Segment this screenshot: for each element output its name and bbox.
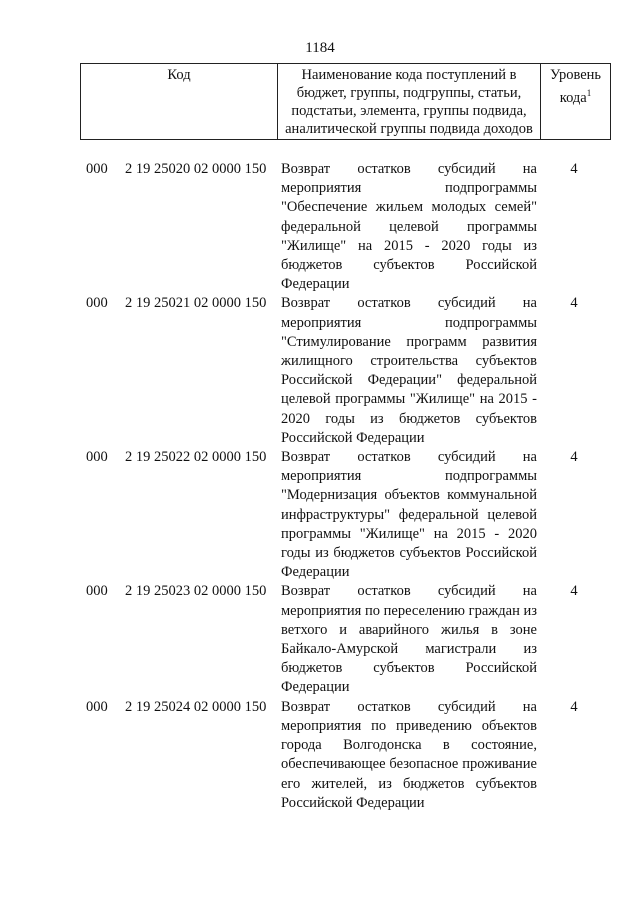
row-admin-code: 000 (86, 161, 108, 177)
row-name: Возврат остатков субсидий на мероприятия по приведению объектов города Волгодонска в состояние, обеспечивающее безопасное проживание его жителей, из бюджетов субъектов Российской Федерации (281, 698, 537, 811)
row-level: 4 (570, 161, 578, 177)
row-income-code: 2 19 25022 02 0000 150 (125, 449, 267, 466)
row-income-code: 2 19 25020 02 0000 150 (125, 161, 267, 177)
row-admin-code: 000 (86, 698, 108, 715)
row-name: Возврат остатков субсидий на мероприятия подпрограммы "Модернизация объектов коммунальной инфраструктуры" федеральной целевой программы "Жилище" на 2015 - 2020 годы из бюджетов субъектов Российской Федерации (281, 449, 537, 581)
row-income-code: 2 19 25023 02 0000 150 (125, 583, 267, 600)
row-level: 4 (570, 583, 578, 600)
row-level: 4 (570, 698, 578, 715)
table-row (0, 294, 640, 448)
table-header (80, 63, 611, 140)
header-name: Наименование кода поступлений в бюджет, группы, подгруппы, статьи, подстатьи, элемента, группы подвида, аналитической группы подвида доходов (278, 64, 541, 140)
table-row (0, 698, 640, 813)
row-level: 4 (570, 449, 578, 466)
row-income-code: 2 19 25024 02 0000 150 (125, 698, 267, 715)
header-level-footnote: 1 (586, 88, 592, 98)
row-income-code: 2 19 25021 02 0000 150 (125, 295, 267, 312)
table-row (0, 160, 640, 294)
row-admin-code: 000 (86, 449, 108, 466)
table-body (0, 160, 640, 813)
row-level: 4 (570, 295, 578, 312)
row-admin-code: 000 (86, 295, 108, 312)
header-level-label: Уровень кода (549, 67, 602, 106)
page-number: 1184 (305, 40, 335, 56)
header-level (541, 64, 611, 140)
table-row (0, 582, 640, 697)
row-name: Возврат остатков субсидий на мероприятия подпрограммы "Обеспечение жильем молодых семей" федеральной целевой программы "Жилище" на 2015 - 2020 годы из бюджетов субъектов Российской Федерации (281, 161, 537, 293)
row-admin-code: 000 (86, 583, 108, 600)
row-name: Возврат остатков субсидий на мероприятия по переселению граждан из ветхого и аварийного жилья в зоне Байкало-Амурской магистрали из бюджетов субъектов Российской Федерации (281, 583, 537, 696)
header-code: Код (81, 64, 278, 140)
row-name: Возврат остатков субсидий на мероприятия подпрограммы "Стимулирование программ развития жилищного строительства субъектов Российской Федерации" федеральной целевой программы "Жилище" на 2015 - 2020 годы из бюджетов субъектов Российской Федерации (281, 295, 537, 446)
table-row (0, 448, 640, 582)
